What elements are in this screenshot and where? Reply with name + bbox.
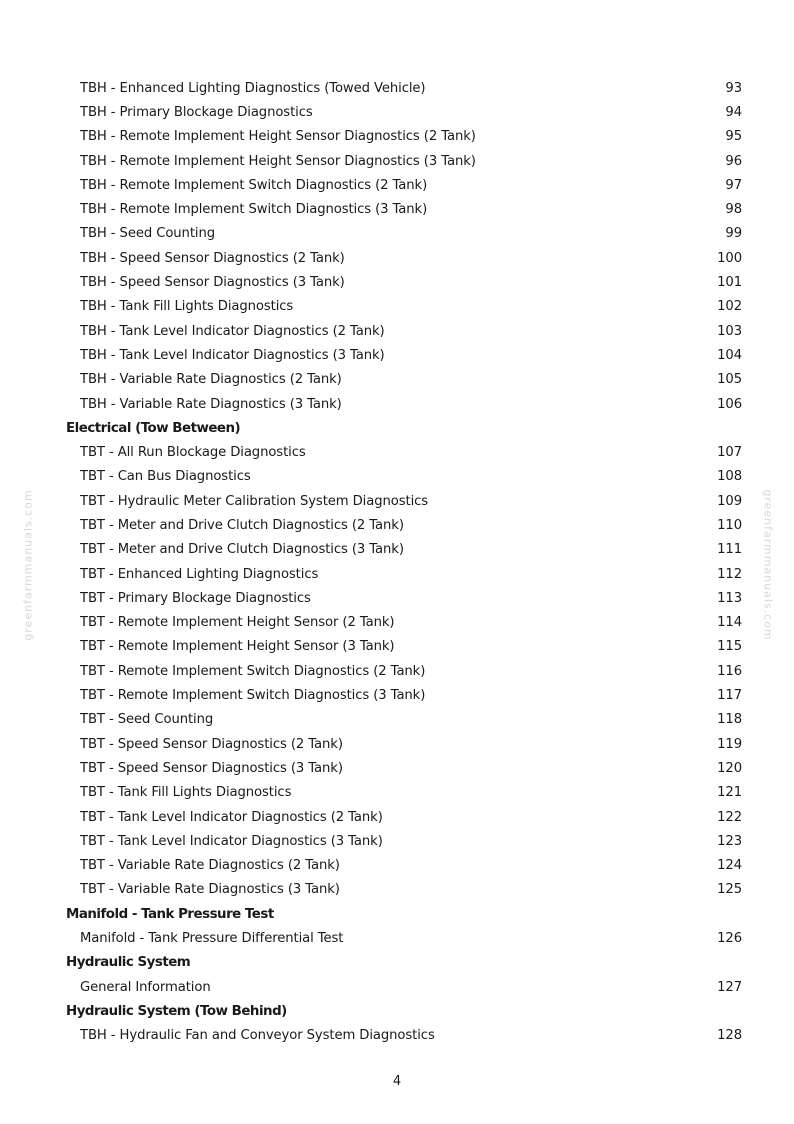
toc-page-number: 117 [717,688,742,704]
toc-page-number: 113 [717,590,742,606]
table-of-contents [66,76,742,1048]
toc-page-number: 107 [717,445,742,461]
toc-section-heading [66,902,742,926]
toc-entry[interactable] [66,708,742,732]
toc-title: TBH - Variable Rate Diagnostics (2 Tank) [80,372,342,388]
toc-title: TBT - Tank Level Indicator Diagnostics (3 Tank) [80,833,383,849]
toc-page-number: 111 [717,542,742,558]
toc-page-number: 101 [717,275,742,291]
toc-entry[interactable] [66,100,742,124]
toc-title: TBH - Speed Sensor Diagnostics (3 Tank) [80,275,345,291]
toc-title: General Information [80,979,211,995]
toc-entry[interactable] [66,368,742,392]
toc-page-number: 125 [717,882,742,898]
toc-title: TBH - Remote Implement Switch Diagnostics (3 Tank) [80,202,428,218]
toc-title: TBT - Speed Sensor Diagnostics (3 Tank) [80,760,343,776]
toc-title: TBT - All Run Blockage Diagnostics [80,445,306,461]
toc-page-number: 110 [717,517,742,533]
toc-entry[interactable] [66,246,742,270]
toc-entry[interactable] [66,343,742,367]
toc-entry[interactable] [66,854,742,878]
toc-page-number: 98 [725,202,742,218]
toc-page-number: 114 [717,615,742,631]
toc-page-number: 123 [717,833,742,849]
toc-title: TBH - Variable Rate Diagnostics (3 Tank) [80,396,342,412]
toc-entry[interactable] [66,295,742,319]
toc-entry[interactable] [66,125,742,149]
toc-page-number: 106 [717,396,742,412]
toc-title: TBH - Speed Sensor Diagnostics (2 Tank) [80,250,345,266]
toc-page-number: 124 [717,858,742,874]
toc-page-number: 127 [717,979,742,995]
toc-page-number: 116 [717,663,742,679]
toc-title: TBT - Remote Implement Switch Diagnostics (2 Tank) [80,663,426,679]
toc-entry[interactable] [66,781,742,805]
toc-title: Manifold - Tank Pressure Test [66,906,274,922]
toc-entry[interactable] [66,732,742,756]
toc-title: TBT - Remote Implement Switch Diagnostics (3 Tank) [80,688,426,704]
toc-page-number: 108 [717,469,742,485]
toc-entry[interactable] [66,683,742,707]
toc-title: TBT - Seed Counting [80,712,214,728]
toc-page-number: 105 [717,372,742,388]
toc-entry[interactable] [66,392,742,416]
toc-title: TBT - Remote Implement Height Sensor (3 Tank) [80,639,395,655]
toc-entry[interactable] [66,440,742,464]
toc-entry[interactable] [66,513,742,537]
toc-title: TBT - Variable Rate Diagnostics (2 Tank) [80,858,340,874]
toc-entry[interactable] [66,489,742,513]
page-number: 4 [392,1074,402,1089]
toc-entry[interactable] [66,805,742,829]
toc-entry[interactable] [66,76,742,100]
toc-entry[interactable] [66,926,742,950]
toc-title: TBH - Remote Implement Height Sensor Diagnostics (3 Tank) [80,153,476,169]
toc-entry[interactable] [66,659,742,683]
toc-page-number: 120 [717,760,742,776]
toc-page-number: 99 [725,226,742,242]
toc-page-number: 104 [717,347,742,363]
toc-page-number: 121 [717,785,742,801]
toc-entry[interactable] [66,538,742,562]
toc-title: TBH - Tank Level Indicator Diagnostics (2 Tank) [80,323,385,339]
toc-page-number: 109 [717,493,742,509]
toc-title: TBT - Remote Implement Height Sensor (2 Tank) [80,615,395,631]
toc-page-number: 128 [717,1028,742,1044]
toc-section-heading [66,951,742,975]
toc-title: TBH - Tank Fill Lights Diagnostics [80,299,294,315]
toc-title: Hydraulic System [66,955,191,971]
toc-page-number: 102 [717,299,742,315]
toc-title: TBH - Tank Level Indicator Diagnostics (3 Tank) [80,347,385,363]
toc-title: TBT - Can Bus Diagnostics [80,469,251,485]
toc-title: TBH - Hydraulic Fan and Conveyor System Diagnostics [80,1028,435,1044]
toc-entry[interactable] [66,149,742,173]
toc-page-number: 126 [717,931,742,947]
toc-title: TBT - Speed Sensor Diagnostics (2 Tank) [80,736,343,752]
toc-title: TBH - Remote Implement Height Sensor Diagnostics (2 Tank) [80,129,476,145]
toc-title: TBT - Primary Blockage Diagnostics [80,590,311,606]
toc-entry[interactable] [66,562,742,586]
toc-entry[interactable] [66,173,742,197]
toc-page-number: 115 [717,639,742,655]
toc-title: Manifold - Tank Pressure Differential Test [80,931,344,947]
toc-title: TBH - Primary Blockage Diagnostics [80,104,313,120]
toc-entry[interactable] [66,975,742,999]
toc-page-number: 112 [717,566,742,582]
toc-page-number: 97 [725,177,742,193]
toc-title: TBH - Enhanced Lighting Diagnostics (Towed Vehicle) [80,80,426,96]
toc-title: TBT - Hydraulic Meter Calibration System Diagnostics [80,493,429,509]
toc-title: TBT - Variable Rate Diagnostics (3 Tank) [80,882,340,898]
toc-page-number: 122 [717,809,742,825]
toc-page-number: 103 [717,323,742,339]
toc-title: TBT - Tank Level Indicator Diagnostics (2 Tank) [80,809,383,825]
toc-entry[interactable] [66,465,742,489]
toc-entry[interactable] [66,756,742,780]
toc-entry[interactable] [66,222,742,246]
toc-page-number: 95 [725,129,742,145]
toc-title: TBT - Meter and Drive Clutch Diagnostics (2 Tank) [80,517,404,533]
toc-title: TBH - Seed Counting [80,226,215,242]
toc-title: TBT - Tank Fill Lights Diagnostics [80,785,292,801]
toc-entry[interactable] [66,197,742,221]
toc-title: TBT - Enhanced Lighting Diagnostics [80,566,319,582]
toc-page-number: 119 [717,736,742,752]
toc-entry[interactable] [66,586,742,610]
toc-entry[interactable] [66,635,742,659]
toc-entry[interactable] [66,319,742,343]
toc-page-number: 100 [717,250,742,266]
toc-title: TBH - Remote Implement Switch Diagnostics (2 Tank) [80,177,428,193]
toc-section-heading [66,999,742,1023]
toc-entry[interactable] [66,878,742,902]
toc-title: Electrical (Tow Between) [66,420,241,436]
toc-page-number: 118 [717,712,742,728]
toc-page-number: 94 [725,104,742,120]
toc-entry[interactable] [66,611,742,635]
toc-entry[interactable] [66,829,742,853]
toc-page-number: 96 [725,153,742,169]
watermark-right: greenfarmmanuals.com [761,489,775,641]
watermark-left: greenfarmmanuals.com [21,489,35,641]
toc-page-number: 93 [725,80,742,96]
toc-entry[interactable] [66,1024,742,1048]
toc-section-heading [66,416,742,440]
toc-entry[interactable] [66,270,742,294]
toc-title: Hydraulic System (Tow Behind) [66,1003,287,1019]
toc-title: TBT - Meter and Drive Clutch Diagnostics (3 Tank) [80,542,404,558]
